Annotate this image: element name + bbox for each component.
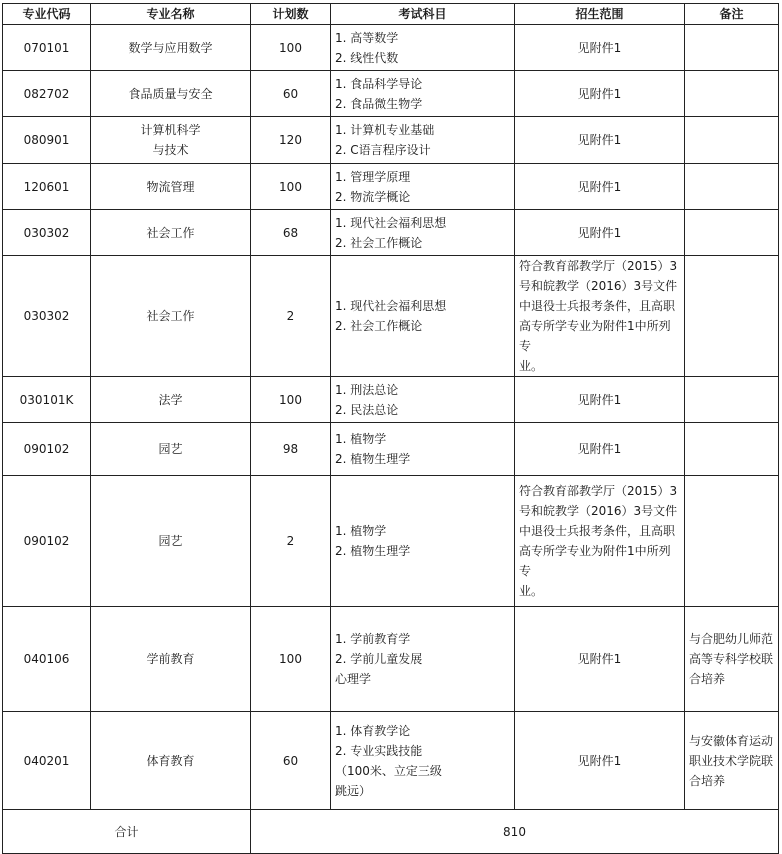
header-name: 专业名称 <box>91 4 251 25</box>
cell-subjects-line: 2. 食品微生物学 <box>335 96 423 111</box>
cell-subjects-line: （100米、立定三级 <box>335 763 442 778</box>
cell-name-line: 社会工作 <box>146 309 195 323</box>
cell-subjects-line: 2. 学前儿童发展 <box>335 652 423 666</box>
cell-subjects <box>331 256 515 377</box>
cell-subjects-line: 1. 现代社会福利思想 <box>335 299 447 313</box>
cell-scope-line: 见附件1 <box>577 652 622 666</box>
cell-subjects-line: 2. 植物生理学 <box>335 452 411 466</box>
cell-scope <box>515 25 685 71</box>
cell-scope-line: 中退役士兵报考条件，且高职 <box>519 299 676 313</box>
enrollment-plan-table <box>2 3 779 854</box>
cell-scope-line: 见附件1 <box>577 225 622 240</box>
cell-subjects <box>331 377 515 423</box>
cell-name <box>91 607 251 712</box>
cell-note <box>685 117 779 164</box>
cell-note-line: 合培养 <box>689 773 726 788</box>
cell-plan: 100 <box>251 607 331 712</box>
cell-scope-line: 高专所学专业为附件1中所列专 <box>519 544 671 578</box>
cell-subjects-line: 1. 高等数学 <box>335 30 399 45</box>
cell-name-line: 物流管理 <box>146 179 195 194</box>
cell-code: 030302 <box>3 256 91 377</box>
cell-name <box>91 71 251 117</box>
cell-subjects-line: 2. 社会工作概论 <box>335 235 423 250</box>
cell-scope <box>515 712 685 810</box>
cell-subjects-line: 心理学 <box>335 672 372 686</box>
cell-name-line: 法学 <box>158 392 183 407</box>
cell-name-line: 食品质量与安全 <box>128 86 213 101</box>
cell-scope-line: 见附件1 <box>577 40 622 55</box>
cell-note <box>685 25 779 71</box>
cell-plan: 120 <box>251 117 331 164</box>
cell-scope <box>515 210 685 256</box>
cell-plan: 100 <box>251 25 331 71</box>
cell-plan: 98 <box>251 423 331 476</box>
table-row <box>3 423 779 476</box>
cell-scope-line: 符合教育部教学厅（2015）3 <box>519 259 678 273</box>
cell-code: 090102 <box>3 423 91 476</box>
cell-subjects-line: 2. 植物生理学 <box>335 544 411 558</box>
cell-name <box>91 164 251 210</box>
cell-scope-line: 业。 <box>519 359 544 373</box>
cell-note <box>685 607 779 712</box>
header-subjects: 考试科目 <box>331 4 515 25</box>
cell-note <box>685 256 779 377</box>
cell-name-line: 园艺 <box>158 442 183 456</box>
cell-name <box>91 476 251 607</box>
cell-subjects-line: 2. 专业实践技能 <box>335 743 423 758</box>
cell-scope <box>515 256 685 377</box>
cell-note <box>685 210 779 256</box>
cell-scope <box>515 607 685 712</box>
cell-subjects <box>331 71 515 117</box>
table-row <box>3 377 779 423</box>
cell-note-line: 职业技术学院联 <box>689 753 774 768</box>
cell-note <box>685 712 779 810</box>
cell-scope-line: 见附件1 <box>577 86 622 101</box>
cell-scope-line: 见附件1 <box>577 442 622 456</box>
cell-subjects-line: 1. 计算机专业基础 <box>335 123 435 137</box>
cell-subjects-line: 1. 管理学原理 <box>335 169 411 184</box>
cell-scope <box>515 476 685 607</box>
cell-scope-line: 高专所学专业为附件1中所列专 <box>519 319 671 353</box>
table-row <box>3 256 779 377</box>
total-label: 合计 <box>3 810 251 854</box>
cell-subjects-line: 跳远） <box>335 783 372 798</box>
cell-plan: 68 <box>251 210 331 256</box>
table-row <box>3 25 779 71</box>
cell-note <box>685 71 779 117</box>
cell-scope <box>515 71 685 117</box>
cell-plan: 100 <box>251 164 331 210</box>
cell-subjects-line: 1. 学前教育学 <box>335 632 411 646</box>
cell-subjects <box>331 712 515 810</box>
table-row <box>3 117 779 164</box>
cell-note <box>685 164 779 210</box>
cell-subjects-line: 1. 食品科学导论 <box>335 76 423 91</box>
header-plan: 计划数 <box>251 4 331 25</box>
cell-subjects <box>331 117 515 164</box>
cell-name-line: 计算机科学 <box>140 123 201 137</box>
cell-subjects-line: 2. 物流学概论 <box>335 189 411 204</box>
cell-scope <box>515 377 685 423</box>
cell-scope-line: 业。 <box>519 584 544 598</box>
cell-subjects <box>331 607 515 712</box>
cell-code: 082702 <box>3 71 91 117</box>
cell-scope <box>515 423 685 476</box>
cell-code: 090102 <box>3 476 91 607</box>
cell-code: 040106 <box>3 607 91 712</box>
cell-note-line: 与安徽体育运动 <box>689 733 774 748</box>
cell-subjects-line: 2. 线性代数 <box>335 50 399 65</box>
total-row <box>3 810 779 854</box>
cell-name-line: 学前教育 <box>146 652 195 666</box>
table-row <box>3 476 779 607</box>
cell-name-line: 社会工作 <box>146 225 195 240</box>
cell-subjects-line: 1. 植物学 <box>335 524 387 538</box>
table-row <box>3 607 779 712</box>
cell-note <box>685 377 779 423</box>
cell-plan: 2 <box>251 256 331 377</box>
cell-subjects-line: 2. 社会工作概论 <box>335 319 423 333</box>
cell-name-line: 体育教育 <box>146 753 195 768</box>
cell-plan: 2 <box>251 476 331 607</box>
table-row <box>3 71 779 117</box>
cell-scope-line: 号和皖教学（2016）3号文件 <box>519 279 678 293</box>
cell-subjects-line: 1. 现代社会福利思想 <box>335 215 447 230</box>
cell-name-line: 园艺 <box>158 534 183 548</box>
cell-name <box>91 377 251 423</box>
cell-subjects <box>331 476 515 607</box>
cell-scope-line: 符合教育部教学厅（2015）3 <box>519 484 678 498</box>
cell-name <box>91 117 251 164</box>
cell-subjects <box>331 25 515 71</box>
header-code: 专业代码 <box>3 4 91 25</box>
cell-code: 120601 <box>3 164 91 210</box>
cell-name <box>91 25 251 71</box>
table-row <box>3 164 779 210</box>
cell-plan: 60 <box>251 712 331 810</box>
cell-note-line: 高等专科学校联 <box>689 652 774 666</box>
cell-code: 080901 <box>3 117 91 164</box>
cell-subjects <box>331 210 515 256</box>
cell-plan: 60 <box>251 71 331 117</box>
cell-scope <box>515 117 685 164</box>
cell-scope-line: 见附件1 <box>577 392 622 407</box>
cell-scope <box>515 164 685 210</box>
cell-subjects-line: 1. 刑法总论 <box>335 382 399 397</box>
cell-subjects-line: 1. 体育教学论 <box>335 723 411 738</box>
cell-name <box>91 423 251 476</box>
cell-scope-line: 中退役士兵报考条件，且高职 <box>519 524 676 538</box>
cell-note-line: 与合肥幼儿师范 <box>689 632 774 646</box>
cell-name <box>91 256 251 377</box>
cell-scope-line: 见附件1 <box>577 133 622 147</box>
header-scope: 招生范围 <box>515 4 685 25</box>
cell-subjects-line: 2. 民法总论 <box>335 402 399 417</box>
cell-name <box>91 712 251 810</box>
cell-name-line: 与技术 <box>152 143 189 157</box>
table-row <box>3 712 779 810</box>
cell-scope-line: 号和皖教学（2016）3号文件 <box>519 504 678 518</box>
cell-code: 030101K <box>3 377 91 423</box>
cell-note <box>685 476 779 607</box>
table-row <box>3 210 779 256</box>
cell-code: 070101 <box>3 25 91 71</box>
cell-subjects-line: 1. 植物学 <box>335 432 387 446</box>
cell-subjects-line: 2. C语言程序设计 <box>335 143 431 157</box>
cell-plan: 100 <box>251 377 331 423</box>
cell-subjects <box>331 164 515 210</box>
cell-name <box>91 210 251 256</box>
cell-code: 030302 <box>3 210 91 256</box>
cell-note-line: 合培养 <box>689 672 726 686</box>
header-note: 备注 <box>685 4 779 25</box>
table-body <box>3 25 779 854</box>
cell-code: 040201 <box>3 712 91 810</box>
total-value: 810 <box>251 810 779 854</box>
cell-scope-line: 见附件1 <box>577 179 622 194</box>
cell-name-line: 数学与应用数学 <box>128 40 213 55</box>
cell-scope-line: 见附件1 <box>577 753 622 768</box>
cell-note <box>685 423 779 476</box>
header-row <box>3 4 779 25</box>
cell-subjects <box>331 423 515 476</box>
